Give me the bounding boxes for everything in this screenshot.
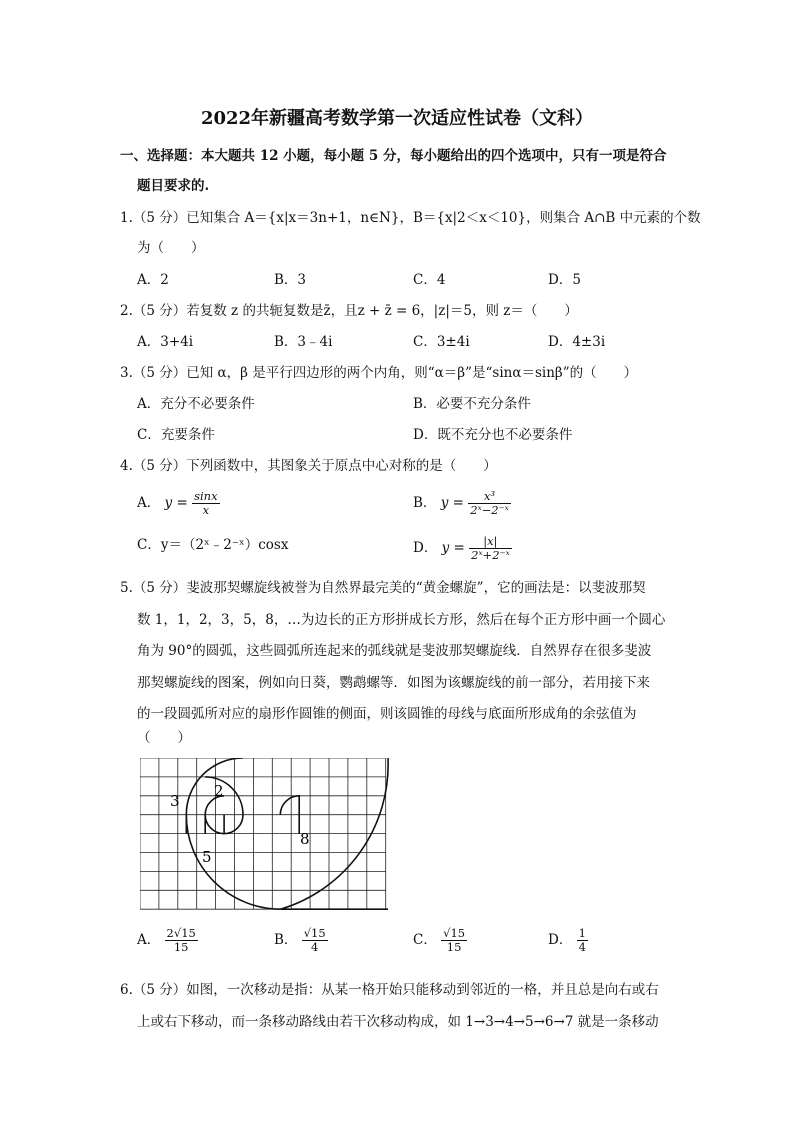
q5-option-b-label: B． (274, 932, 298, 948)
q5-option-d-numerator: 1 (578, 926, 586, 940)
q5-option-c-fraction (441, 927, 467, 954)
q5-option-b[interactable] (274, 927, 328, 954)
q4-option-c[interactable]: C．y＝（2ˣ﹣2⁻ˣ）cosx (137, 537, 289, 553)
q5-stem-line1: 5.（5 分）斐波那契螺旋线被誉为自然界最完美的“黄金螺旋”，它的画法是：以斐波那契 (120, 580, 646, 596)
figure-label-2: 2 (214, 782, 224, 800)
q5-option-c-numerator: √15 (443, 926, 466, 940)
q4-option-a-label: A． (137, 495, 161, 511)
q5-stem-line6: （ ） (137, 730, 191, 746)
q4-stem: 4.（5 分）下列函数中，其图象关于原点中心对称的是（ ） (120, 458, 497, 474)
q4-option-b-fraction (468, 490, 511, 517)
q5-option-b-numerator: √15 (303, 926, 326, 940)
q5-option-d[interactable] (548, 927, 588, 954)
q4-option-d-prefix: y = (441, 540, 465, 556)
q5-option-d-denominator: 4 (578, 940, 586, 954)
section-heading-line1: 一、选择题：本大题共 12 小题，每小题 5 分，每小题给出的四个选项中，只有一项是符合 (120, 148, 667, 164)
q4-option-d[interactable] (413, 535, 512, 562)
page-title: 2022年新疆高考数学第一次适应性试卷（文科） (200, 108, 594, 129)
q4-option-a-denominator: x (202, 503, 210, 517)
figure-label-5: 5 (202, 848, 212, 866)
section-heading-line2: 题目要求的. (137, 178, 210, 194)
q1-option-c[interactable]: C．4 (413, 272, 446, 288)
q2-option-c[interactable]: C．3±4i (413, 334, 470, 350)
q4-option-a-numerator: sinx (194, 489, 218, 503)
q2-option-a[interactable]: A．3+4i (137, 334, 194, 350)
q5-option-c[interactable] (413, 927, 467, 954)
q2-option-b[interactable]: B．3﹣4i (274, 334, 333, 350)
q1-option-d[interactable]: D．5 (548, 272, 581, 288)
q3-option-c[interactable]: C．充要条件 (137, 427, 215, 443)
q4-option-a-fraction (192, 490, 219, 517)
q5-option-c-label: C． (413, 932, 437, 948)
q5-option-c-denominator: 15 (446, 940, 462, 954)
q5-option-a-numerator: 2√15 (166, 926, 196, 940)
q1-option-b[interactable]: B．3 (274, 272, 307, 288)
q4-option-b[interactable] (413, 490, 511, 517)
q4-option-a[interactable] (137, 490, 220, 517)
q4-option-d-denominator: 2ˣ+2⁻ˣ (471, 548, 510, 562)
q4-option-b-denominator: 2ˣ−2⁻ˣ (470, 503, 509, 517)
figure-label-3: 3 (170, 792, 180, 810)
figure-grid (140, 758, 386, 909)
q5-option-b-fraction (302, 927, 328, 954)
spiral-inner-ticks (186, 815, 224, 834)
q5-option-b-denominator: 4 (311, 940, 319, 954)
q4-option-d-numerator: |x| (469, 535, 512, 549)
q5-stem-line4: 那契螺旋线的图案，例如向日葵，鹦鹉螺等．如图为该螺旋线的前一部分，若用接下来 (137, 675, 650, 691)
q6-stem-line2: 上或右下移动，而一条移动路线由若干次移动构成，如 1→3→4→5→6→7 就是一条移动 (137, 1014, 659, 1030)
q5-option-a-denominator: 15 (173, 940, 189, 954)
q6-stem-line1: 6.（5 分）如图，一次移动是指：从某一格开始只能移动到邻近的一格，并且总是向右或右 (120, 982, 659, 998)
q1-option-a[interactable]: A．2 (137, 272, 169, 288)
q4-option-d-label: D． (413, 540, 438, 556)
q4-option-b-prefix: y = (440, 495, 464, 511)
q1-stem-line2: 为（ ） (137, 240, 205, 256)
q4-option-d-fraction (469, 535, 512, 562)
q3-option-a[interactable]: A．充分不必要条件 (137, 396, 255, 412)
q5-option-a-label: A． (137, 932, 161, 948)
q4-option-b-label: B． (413, 495, 437, 511)
q3-stem: 3.（5 分）已知 α，β 是平行四边形的两个内角，则“α＝β”是“sinα＝sinβ”的（ ） (120, 365, 638, 381)
q3-option-b[interactable]: B．必要不充分条件 (413, 396, 531, 412)
fibonacci-spiral-figure (140, 758, 390, 913)
figure-label-8: 8 (300, 830, 310, 848)
q4-option-b-numerator: x³ (468, 490, 511, 504)
q2-stem: 2.（5 分）若复数 z 的共轭复数是z̄，且z + z̄ = 6，|z|＝5，则 z＝（ ） (120, 303, 578, 319)
q2-option-d[interactable]: D．4±3i (548, 334, 606, 350)
q5-option-a-fraction (165, 927, 198, 954)
q4-option-a-prefix: y = (164, 495, 188, 511)
q5-stem-line2: 数 1，1，2，3，5，8，…为边长的正方形拼成长方形，然后在每个正方形中画一个圆心 (137, 612, 666, 628)
q5-option-d-fraction (577, 927, 588, 954)
q5-stem-line5: 的一段圆弧所对应的扇形作圆锥的侧面，则该圆锥的母线与底面所形成角的余弦值为 (137, 706, 637, 722)
q1-stem-line1: 1.（5 分）已知集合 A＝{x|x＝3n+1，n∈N}，B＝{x|2＜x＜10}，则集合 A∩B 中元素的个数 (120, 210, 701, 226)
q3-option-d[interactable]: D．既不充分也不必要条件 (413, 427, 573, 443)
q5-stem-line3: 角为 90°的圆弧，这些圆弧所连起来的弧线就是斐波那契螺旋线．自然界存在很多斐波 (137, 643, 652, 659)
q5-option-a[interactable] (137, 927, 198, 954)
q5-option-d-label: D． (548, 932, 573, 948)
